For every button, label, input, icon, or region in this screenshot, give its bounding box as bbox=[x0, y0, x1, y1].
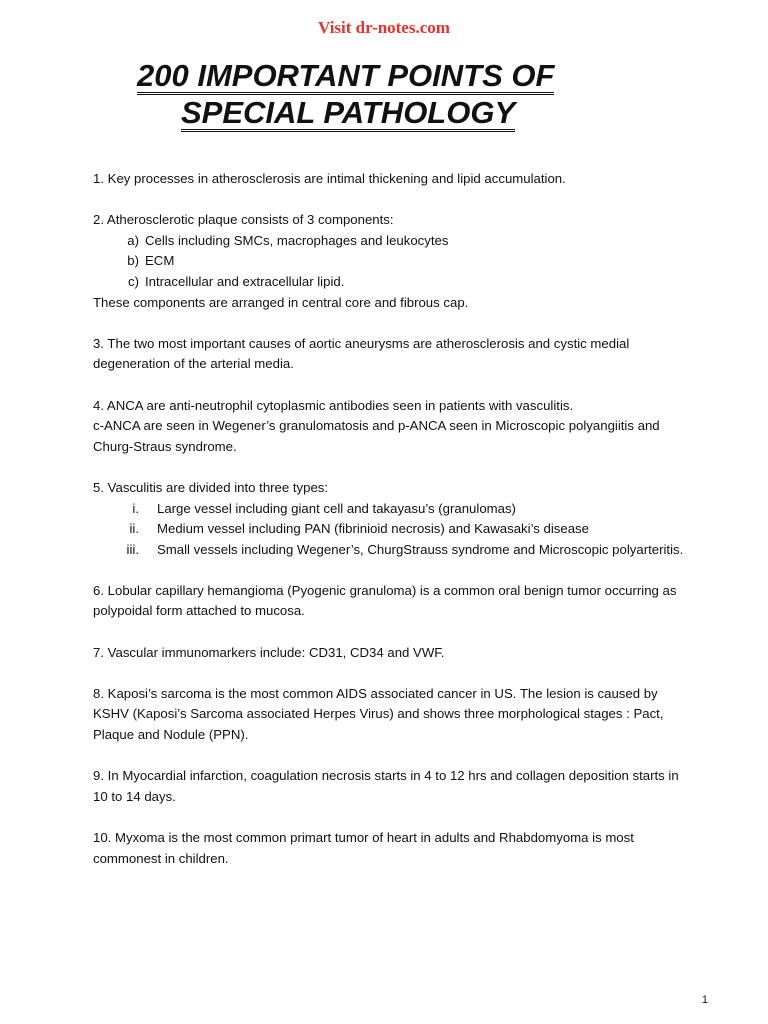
point-3-text: 3. The two most important causes of aortic aneurysms are atherosclerosis and cystic medial degeneration of the arterial media. bbox=[93, 335, 630, 372]
list-marker: c) bbox=[128, 273, 139, 289]
point-2-item-b bbox=[93, 251, 693, 272]
point-2-outro: These components are arranged in central core and fibrous cap. bbox=[93, 294, 469, 310]
point-5 bbox=[93, 478, 693, 560]
visit-link[interactable]: Visit dr-notes.com bbox=[318, 18, 450, 37]
point-7-text: 7. Vascular immunomarkers include: CD31, CD34 and VWF. bbox=[93, 644, 445, 660]
list-item-text: Large vessel including giant cell and takayasu’s (granulomas) bbox=[157, 500, 516, 516]
list-marker: a) bbox=[127, 232, 139, 248]
point-4-line-1: 4. ANCA are anti-neutrophil cytoplasmic antibodies seen in patients with vasculitis. bbox=[93, 397, 574, 413]
page-title-line-2: SPECIAL PATHOLOGY bbox=[181, 95, 516, 130]
point-2 bbox=[93, 210, 693, 313]
point-9-text: 9. In Myocardial infarction, coagulation necrosis starts in 4 to 12 hrs and collagen deposition starts in 10 to 14 days. bbox=[93, 768, 679, 804]
point-3 bbox=[93, 334, 693, 375]
point-5-item-iii bbox=[93, 540, 693, 561]
list-marker: b) bbox=[127, 253, 139, 269]
list-marker: i. bbox=[132, 500, 139, 516]
list-item-text: ECM bbox=[145, 253, 175, 269]
point-10-text: 10. Myxoma is the most common primart tumor of heart in adults and Rhabdomyoma is most commonest in children. bbox=[93, 830, 634, 866]
point-2-intro: 2. Atherosclerotic plaque consists of 3 components: bbox=[93, 212, 394, 228]
point-8-text: 8. Kaposi’s sarcoma is the most common AIDS associated cancer in US. The lesion is caused by KSHV (Kaposi’s Sarcoma associated Herpes Virus) and shows three morphological stages : Pact, Plaque and Nodule (PPN). bbox=[93, 685, 664, 743]
list-item-text: Small vessels including Wegener’s, ChurgStrauss syndrome and Microscopic polyarteritis. bbox=[157, 541, 684, 557]
point-4 bbox=[93, 396, 693, 458]
point-5-item-i bbox=[93, 499, 693, 520]
point-10 bbox=[93, 828, 693, 869]
point-1 bbox=[93, 169, 693, 190]
point-7 bbox=[93, 643, 693, 664]
list-item-text: Cells including SMCs, macrophages and leukocytes bbox=[145, 232, 449, 248]
point-6 bbox=[93, 581, 693, 622]
page-number: 1 bbox=[701, 994, 708, 1006]
document-body bbox=[93, 169, 693, 890]
list-item-text: Medium vessel including PAN (fibrinioid necrosis) and Kawasaki’s disease bbox=[157, 521, 589, 537]
page-title-line-1: 200 IMPORTANT POINTS OF bbox=[137, 58, 555, 93]
point-1-text: 1. Key processes in atherosclerosis are intimal thickening and lipid accumulation. bbox=[93, 171, 566, 186]
point-6-text: 6. Lobular capillary hemangioma (Pyogenic granuloma) is a common oral benign tumor occurring as polypoidal form attached to mucosa. bbox=[93, 582, 677, 619]
list-marker: iii. bbox=[126, 541, 139, 557]
list-item-text: Intracellular and extracellular lipid. bbox=[145, 273, 345, 289]
point-2-item-a bbox=[93, 231, 693, 252]
point-8 bbox=[93, 684, 693, 746]
point-5-item-ii bbox=[93, 519, 693, 540]
point-9 bbox=[93, 766, 693, 807]
point-4-line-2: c-ANCA are seen in Wegener’s granulomatosis and p-ANCA seen in Microscopic polyangiitis and Churg-Straus syndrome. bbox=[93, 418, 660, 454]
point-2-item-c bbox=[93, 272, 693, 293]
list-marker: ii. bbox=[129, 521, 139, 537]
point-5-intro: 5. Vasculitis are divided into three types: bbox=[93, 479, 329, 495]
